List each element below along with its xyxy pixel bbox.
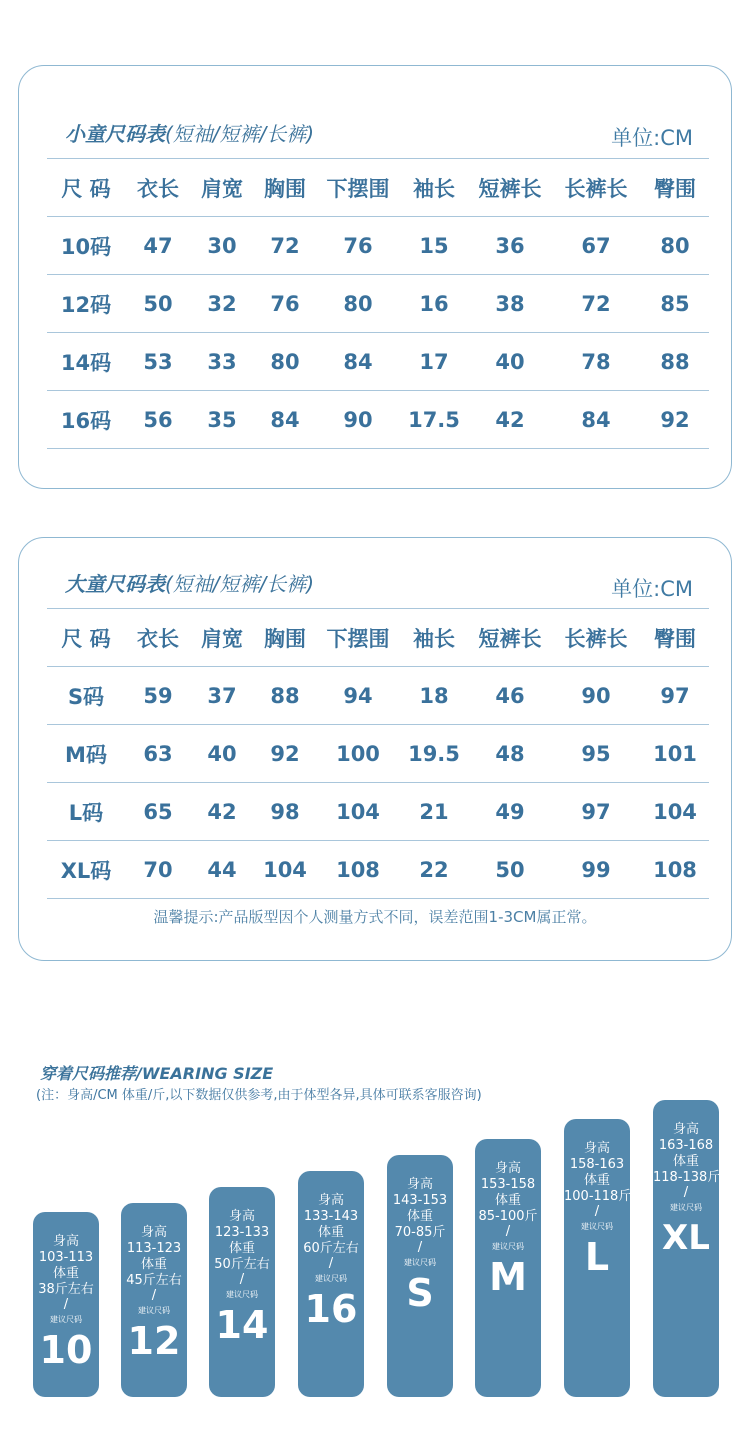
weight-value: 85-100斤 [478,1209,538,1224]
table-cell: 104 [317,783,399,841]
table-cell: 63 [125,725,191,783]
weight-label: 体重 [317,1225,344,1240]
table-row [47,725,709,783]
height-label: 身高 [228,1209,255,1224]
table-cell: 53 [125,333,191,391]
weight-value: 38斤左右 [38,1282,94,1297]
size-pill-14 [209,1187,275,1397]
divider-slash: / [683,1185,689,1200]
table-title-text: 小童尺码表 [65,122,165,146]
table-header-cell: 臀围 [641,609,709,667]
table-cell: 56 [125,391,191,449]
table-cell: 98 [253,783,317,841]
kids-size-card-small [18,65,732,489]
weight-value: 100-118斤 [564,1189,632,1204]
table-cell: 15 [399,217,469,275]
height-value: 163-168 [658,1138,714,1153]
height-label: 身高 [583,1141,610,1156]
table-cell: 59 [125,667,191,725]
table-header-cell: 肩宽 [191,159,253,217]
table-cell: 49 [469,783,551,841]
table-cell: 92 [641,391,709,449]
recommend-title: 穿着尺码推荐/WEARING SIZE [40,1064,274,1083]
recommend-note: (注：身高/CM 体重/斤,以下数据仅供参考,由于体型各异,具体可联系客服咨询) [36,1088,482,1103]
measurement-tip: 温馨提示:产品版型因个人测量方式不同，误差范围1-3CM属正常。 [153,908,597,926]
size-pill-m [475,1139,541,1397]
weight-value: 50斤左右 [214,1257,270,1272]
table-title-small [65,118,314,147]
table-cell: 18 [399,667,469,725]
table-cell: 76 [317,217,399,275]
table-cell: 50 [469,841,551,899]
weight-value: 45斤左右 [126,1273,182,1288]
table-header-cell: 臀围 [641,159,709,217]
table-header-row [47,609,709,667]
size-value: 10 [39,1328,93,1372]
table-cell: 70 [125,841,191,899]
table-cell: 35 [191,391,253,449]
table-header-cell: 衣长 [125,159,191,217]
table-cell: 80 [641,217,709,275]
table-cell: 42 [191,783,253,841]
table-cell: 10码 [47,217,125,275]
table-row [47,841,709,899]
table-cell: 16 [399,275,469,333]
table-row [47,667,709,725]
table-cell: 19.5 [399,725,469,783]
table-cell: 84 [551,391,641,449]
divider-slash: / [63,1297,69,1312]
suggest-label: 建议尺码 [670,1203,702,1212]
weight-value: 70-85斤 [394,1225,446,1240]
table-subtitle: (短袖/短裤/长裤) [165,572,315,596]
divider-slash: / [151,1288,157,1303]
table-cell: 104 [253,841,317,899]
table-cell: 84 [317,333,399,391]
table-header-cell: 胸围 [253,159,317,217]
weight-value: 60斤左右 [303,1241,359,1256]
table-cell: 95 [551,725,641,783]
table-cell: M码 [47,725,125,783]
table-cell: 32 [191,275,253,333]
suggest-label: 建议尺码 [492,1242,524,1251]
height-value: 158-163 [569,1157,625,1172]
table-cell: L码 [47,783,125,841]
weight-label: 体重 [52,1266,79,1281]
table-header-cell: 衣长 [125,609,191,667]
unit-label: 单位:CM [611,577,693,601]
table-row [47,217,709,275]
table-cell: 33 [191,333,253,391]
table-header-cell: 袖长 [399,609,469,667]
table-header-cell: 尺 码 [47,159,125,217]
table-cell: 36 [469,217,551,275]
kids-size-card-big [18,537,732,961]
height-value: 113-123 [126,1241,182,1256]
table-header-cell: 肩宽 [191,609,253,667]
table-cell: 65 [125,783,191,841]
weight-label: 体重 [406,1209,433,1224]
table-title-text: 大童尺码表 [65,572,165,596]
size-pill-xl [653,1100,719,1397]
table-cell: 17 [399,333,469,391]
table-header-cell: 短裤长 [469,609,551,667]
table-cell: 72 [253,217,317,275]
table-row [47,275,709,333]
height-label: 身高 [494,1161,521,1176]
table-cell: 72 [551,275,641,333]
suggest-label: 建议尺码 [581,1222,613,1231]
size-value: S [406,1271,434,1315]
table-cell: 42 [469,391,551,449]
size-value: 12 [127,1319,181,1363]
table-cell: 22 [399,841,469,899]
table-header-row [47,159,709,217]
table-header-cell: 下摆围 [317,609,399,667]
size-value: XL [662,1218,710,1258]
table-cell: 12码 [47,275,125,333]
divider-slash: / [417,1240,423,1255]
height-label: 身高 [317,1193,344,1208]
height-value: 103-113 [38,1250,94,1265]
table-cell: XL码 [47,841,125,899]
table-cell: 97 [641,667,709,725]
table-cell: 40 [191,725,253,783]
size-value: L [584,1235,610,1279]
height-label: 身高 [140,1225,167,1240]
size-value: 14 [215,1303,269,1347]
table-cell: 99 [551,841,641,899]
suggest-label: 建议尺码 [138,1306,170,1315]
table-title-big [65,568,314,597]
table-header-cell: 长裤长 [551,159,641,217]
height-value: 143-153 [392,1193,448,1208]
weight-label: 体重 [494,1193,521,1208]
table-cell: 50 [125,275,191,333]
table-cell: 21 [399,783,469,841]
table-cell: 16码 [47,391,125,449]
size-value: 16 [304,1287,358,1331]
size-table-big [47,608,709,899]
height-value: 133-143 [303,1209,359,1224]
table-cell: 88 [253,667,317,725]
table-cell: 80 [317,275,399,333]
table-cell: 14码 [47,333,125,391]
height-label: 身高 [672,1122,699,1137]
suggest-label: 建议尺码 [50,1315,82,1324]
table-cell: 17.5 [399,391,469,449]
table-header-cell: 长裤长 [551,609,641,667]
size-pill-s [387,1155,453,1397]
unit-label: 单位:CM [611,126,693,150]
weight-label: 体重 [228,1241,255,1256]
table-cell: 44 [191,841,253,899]
table-cell: 94 [317,667,399,725]
table-cell: 104 [641,783,709,841]
weight-label: 体重 [140,1257,167,1272]
weight-label: 体重 [672,1154,699,1169]
table-cell: 30 [191,217,253,275]
divider-slash: / [505,1224,511,1239]
height-value: 123-133 [214,1225,270,1240]
table-cell: S码 [47,667,125,725]
size-pill-10 [33,1212,99,1397]
divider-slash: / [328,1256,334,1271]
table-cell: 108 [641,841,709,899]
table-header-cell: 袖长 [399,159,469,217]
table-cell: 76 [253,275,317,333]
suggest-label: 建议尺码 [226,1290,258,1299]
suggest-label: 建议尺码 [404,1258,436,1267]
divider-slash: / [594,1204,600,1219]
table-cell: 38 [469,275,551,333]
table-cell: 40 [469,333,551,391]
table-cell: 37 [191,667,253,725]
table-cell: 78 [551,333,641,391]
table-row [47,391,709,449]
height-value: 153-158 [480,1177,536,1192]
table-row [47,783,709,841]
table-cell: 101 [641,725,709,783]
table-cell: 100 [317,725,399,783]
table-cell: 85 [641,275,709,333]
table-cell: 48 [469,725,551,783]
table-cell: 46 [469,667,551,725]
table-cell: 67 [551,217,641,275]
table-header-cell: 下摆围 [317,159,399,217]
table-header-cell: 短裤长 [469,159,551,217]
divider-slash: / [239,1272,245,1287]
suggest-label: 建议尺码 [315,1274,347,1283]
table-cell: 84 [253,391,317,449]
weight-value: 118-138斤 [653,1170,721,1185]
table-cell: 80 [253,333,317,391]
size-pill-12 [121,1203,187,1397]
table-cell: 47 [125,217,191,275]
table-cell: 90 [551,667,641,725]
table-cell: 88 [641,333,709,391]
table-row [47,333,709,391]
size-pill-l [564,1119,630,1397]
table-cell: 97 [551,783,641,841]
size-value: M [489,1255,527,1299]
table-header-cell: 胸围 [253,609,317,667]
size-pill-16 [298,1171,364,1397]
table-cell: 90 [317,391,399,449]
size-table-small [47,158,709,449]
table-subtitle: (短袖/短裤/长裤) [165,122,315,146]
height-label: 身高 [406,1177,433,1192]
table-header-cell: 尺 码 [47,609,125,667]
weight-label: 体重 [583,1173,610,1188]
table-cell: 108 [317,841,399,899]
table-cell: 92 [253,725,317,783]
height-label: 身高 [52,1234,79,1249]
